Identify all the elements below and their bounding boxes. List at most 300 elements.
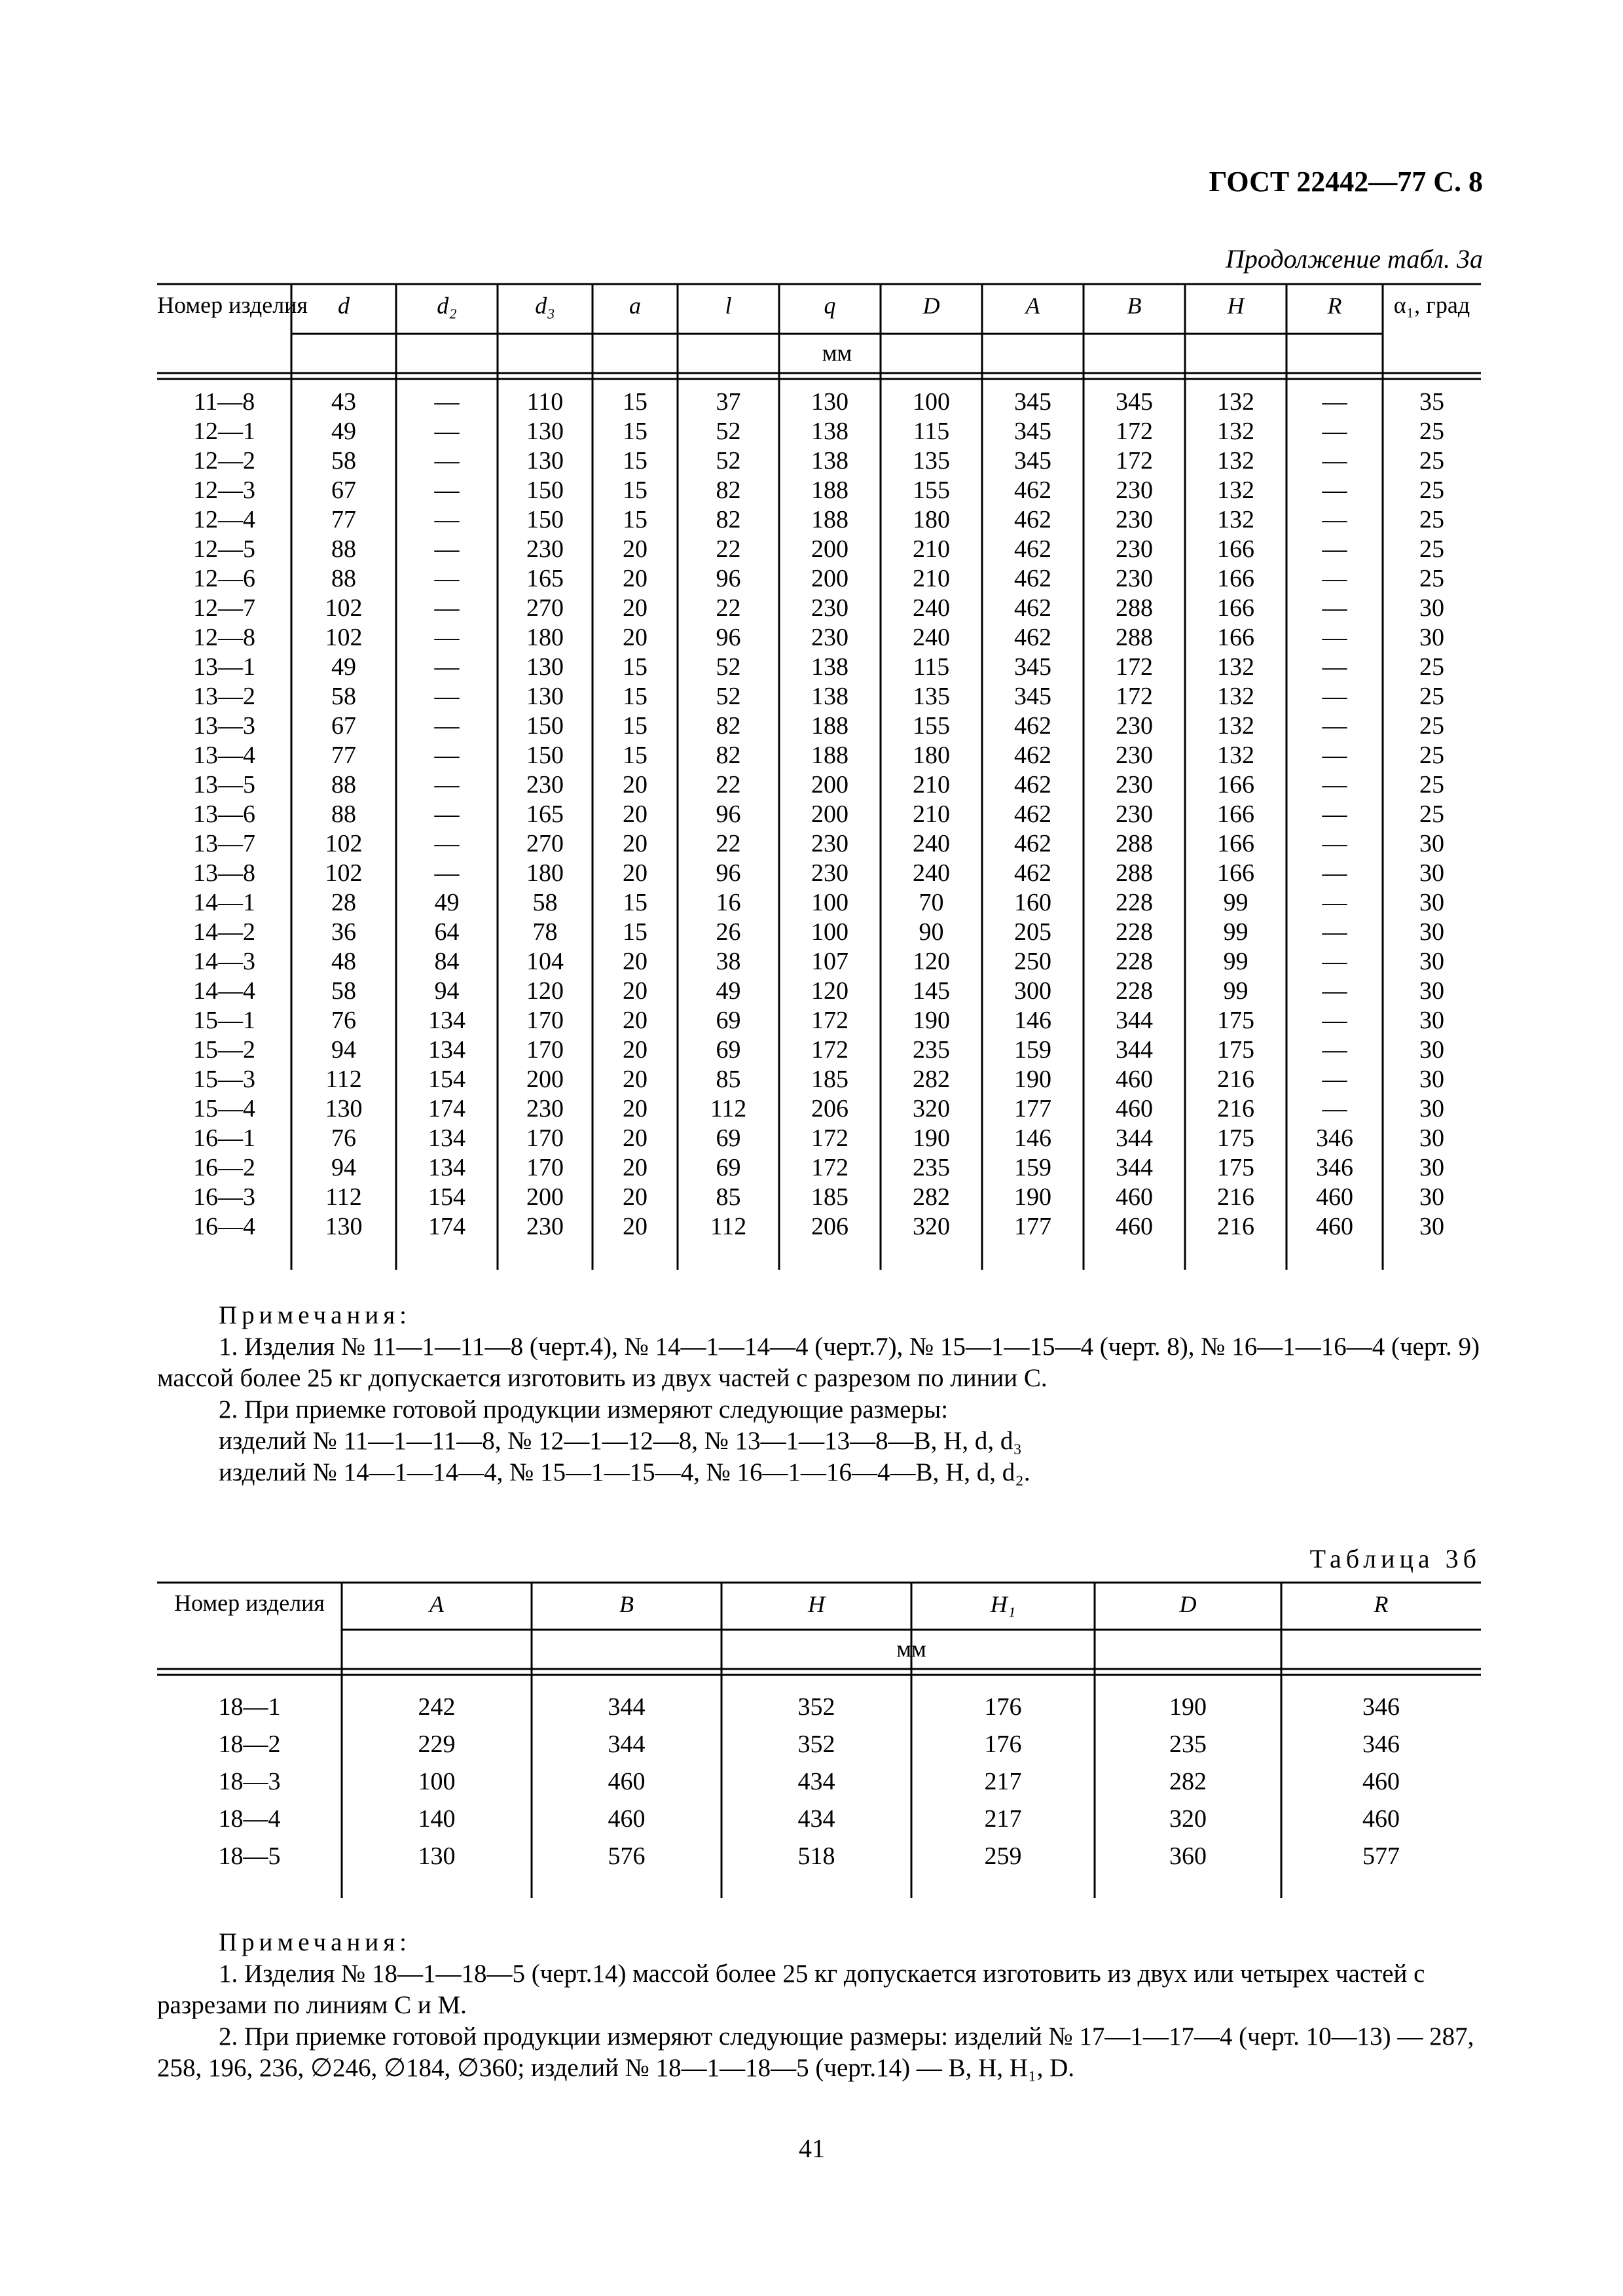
- table-cell: 230: [526, 771, 564, 798]
- table-cell: 13—4: [193, 742, 255, 769]
- table-cell: 180: [913, 506, 950, 533]
- table-cell: 20: [623, 1183, 647, 1211]
- table-cell: 150: [526, 712, 564, 740]
- table-cell: 30: [1419, 830, 1444, 857]
- col-header-H1: H₁: [990, 1591, 1016, 1617]
- table-cell: —: [434, 830, 460, 857]
- table-row: [157, 741, 1481, 770]
- table-cell: —: [1322, 712, 1347, 740]
- table-cell: 166: [1217, 859, 1254, 887]
- table-cell: 230: [526, 535, 564, 563]
- table-row: [157, 505, 1481, 535]
- table-cell: 434: [797, 1805, 835, 1833]
- table-cell: 344: [1116, 1036, 1153, 1064]
- table-cell: 155: [913, 712, 950, 740]
- table-cell: 110: [526, 388, 564, 416]
- table-cell: 300: [1014, 977, 1051, 1005]
- table-cell: 172: [1116, 418, 1153, 445]
- col-header-item-number: Номер изделия: [174, 1590, 325, 1616]
- table-cell: 352: [797, 1731, 835, 1758]
- table-cell: 320: [913, 1213, 950, 1240]
- table-cell: 132: [1217, 683, 1254, 710]
- table-row: [157, 918, 1481, 947]
- table-cell: 230: [1116, 771, 1153, 798]
- col-header-d: d: [338, 293, 350, 319]
- table-cell: 25: [1419, 742, 1444, 769]
- table-cell: 25: [1419, 653, 1444, 681]
- table-cell: 159: [1014, 1154, 1051, 1181]
- table-cell: 216: [1217, 1213, 1254, 1240]
- table-row: [157, 1006, 1481, 1035]
- table-cell: 20: [623, 800, 647, 828]
- table-cell: 230: [811, 859, 848, 887]
- table-cell: 206: [811, 1095, 848, 1122]
- table-row: [157, 564, 1481, 594]
- table-cell: 462: [1014, 594, 1051, 622]
- table-cell: 460: [1116, 1066, 1153, 1093]
- table-cell: 172: [1116, 653, 1153, 681]
- table-cell: 210: [913, 771, 950, 798]
- table-cell: 15: [623, 418, 647, 445]
- table-cell: 85: [716, 1066, 741, 1093]
- table-cell: —: [434, 742, 460, 769]
- table-cell: 20: [623, 1095, 647, 1122]
- table-row: [157, 1124, 1481, 1153]
- table-cell: 270: [526, 594, 564, 622]
- table-cell: 146: [1014, 1124, 1051, 1152]
- table-cell: 344: [1116, 1007, 1153, 1034]
- table-cell: 146: [1014, 1007, 1051, 1034]
- table-cell: 190: [913, 1124, 950, 1152]
- table-cell: 100: [811, 889, 848, 916]
- table-cell: 52: [716, 447, 741, 475]
- table-cell: 15: [623, 653, 647, 681]
- table-cell: —: [434, 683, 460, 710]
- table-cell: —: [434, 800, 460, 828]
- table-cell: —: [1322, 565, 1347, 592]
- table-cell: 78: [532, 918, 558, 946]
- table-cell: —: [1322, 1066, 1347, 1093]
- col-header-D: D: [1179, 1591, 1197, 1617]
- table-cell: 230: [1116, 712, 1153, 740]
- table-cell: 460: [1316, 1183, 1353, 1211]
- table-cell: 434: [797, 1768, 835, 1795]
- table-cell: 25: [1419, 506, 1444, 533]
- table-cell: 205: [1014, 918, 1051, 946]
- table-cell: 460: [1362, 1768, 1400, 1795]
- table-cell: 228: [1116, 918, 1153, 946]
- col-header-A: A: [429, 1591, 444, 1617]
- table-cell: 30: [1419, 1007, 1444, 1034]
- table-cell: 177: [1014, 1095, 1051, 1122]
- table-cell: 43: [331, 388, 356, 416]
- table-cell: 200: [811, 771, 848, 798]
- table-row: [157, 535, 1481, 564]
- table-cell: —: [434, 418, 460, 445]
- table-cell: 259: [984, 1842, 1022, 1870]
- table-row: [157, 1801, 1481, 1838]
- table-cell: 12—7: [193, 594, 255, 622]
- table-cell: —: [1322, 506, 1347, 533]
- table-row: [157, 859, 1481, 888]
- table-cell: 30: [1419, 1213, 1444, 1240]
- table-cell: 150: [526, 506, 564, 533]
- table-cell: 30: [1419, 1124, 1444, 1152]
- table-cell: 49: [331, 653, 356, 681]
- table-cell: 346: [1316, 1124, 1353, 1152]
- table-cell: 134: [428, 1154, 465, 1181]
- col-header-a: a: [629, 293, 641, 319]
- table-cell: 344: [1116, 1124, 1153, 1152]
- table-row: [157, 623, 1481, 653]
- table-cell: 217: [984, 1768, 1022, 1795]
- table-cell: 99: [1223, 889, 1249, 916]
- table-cell: 15: [623, 918, 647, 946]
- table-cell: 134: [428, 1124, 465, 1152]
- table-cell: 210: [913, 535, 950, 563]
- table-cell: 115: [913, 653, 950, 681]
- table-cell: 230: [811, 830, 848, 857]
- table-cell: 102: [325, 594, 363, 622]
- table-cell: 20: [623, 1213, 647, 1240]
- table-cell: 52: [716, 653, 741, 681]
- table-cell: 462: [1014, 506, 1051, 533]
- table-cell: 240: [913, 624, 950, 651]
- table-cell: 210: [913, 800, 950, 828]
- table-3b-label: Таблица 3б: [1309, 1544, 1481, 1573]
- note-2: 2. При приемке готовой продукции измеряют следующие размеры:: [219, 1395, 949, 1424]
- col-header-d3: d₃: [535, 293, 555, 319]
- table-cell: 230: [1116, 565, 1153, 592]
- table-cell: 25: [1419, 712, 1444, 740]
- table-cell: 130: [811, 388, 848, 416]
- page-number: 41: [799, 2134, 825, 2163]
- table-cell: 12—2: [193, 447, 255, 475]
- table-cell: 52: [716, 418, 741, 445]
- table-cell: —: [434, 594, 460, 622]
- table-cell: 13—1: [193, 653, 255, 681]
- table-cell: 16—1: [193, 1124, 255, 1152]
- table-cell: 577: [1362, 1842, 1400, 1870]
- table-cell: 15: [623, 712, 647, 740]
- table-cell: —: [1322, 1036, 1347, 1064]
- table-cell: 282: [913, 1066, 950, 1093]
- table-cell: 174: [428, 1213, 465, 1240]
- table-cell: 30: [1419, 594, 1444, 622]
- table-cell: 230: [811, 594, 848, 622]
- table-cell: 460: [608, 1768, 646, 1795]
- table-cell: 15—1: [193, 1007, 255, 1034]
- table-cell: 288: [1116, 859, 1153, 887]
- table-cell: 18—3: [218, 1768, 281, 1795]
- table-cell: 58: [331, 683, 356, 710]
- table-cell: 132: [1217, 742, 1254, 769]
- table-cell: 172: [811, 1007, 848, 1034]
- table-cell: 20: [623, 594, 647, 622]
- table-cell: 94: [331, 1036, 356, 1064]
- table-cell: 200: [526, 1183, 564, 1211]
- table-cell: 69: [716, 1124, 741, 1152]
- table-cell: 240: [913, 859, 950, 887]
- table-cell: 15: [623, 388, 647, 416]
- table-cell: 230: [526, 1213, 564, 1240]
- table-cell: 22: [716, 594, 741, 622]
- table-cell: 64: [434, 918, 460, 946]
- table-cell: 94: [434, 977, 460, 1005]
- col-header-H: H: [1227, 293, 1245, 319]
- table-cell: 145: [913, 977, 950, 1005]
- table-cell: —: [434, 565, 460, 592]
- table-cell: 99: [1223, 977, 1249, 1005]
- table-cell: 166: [1217, 800, 1254, 828]
- table-cell: 25: [1419, 565, 1444, 592]
- table-row: [157, 977, 1481, 1006]
- table-cell: 11—8: [193, 388, 255, 416]
- table-cell: 22: [716, 535, 741, 563]
- table-cell: 107: [811, 948, 848, 975]
- table-cell: 138: [811, 418, 848, 445]
- table-cell: 228: [1116, 977, 1153, 1005]
- table-cell: 15: [623, 447, 647, 475]
- table-row: [157, 1183, 1481, 1212]
- table-cell: 216: [1217, 1095, 1254, 1122]
- table-cell: 20: [623, 977, 647, 1005]
- table-cell: 160: [1014, 889, 1051, 916]
- table-cell: 200: [811, 565, 848, 592]
- table-row: [157, 1153, 1481, 1183]
- table-cell: —: [1322, 771, 1347, 798]
- table-cell: 100: [418, 1768, 456, 1795]
- table-cell: 154: [428, 1066, 465, 1093]
- table-cell: 130: [526, 447, 564, 475]
- table-cell: 100: [913, 388, 950, 416]
- table-cell: 20: [623, 1154, 647, 1181]
- table-cell: 176: [984, 1731, 1022, 1758]
- table-cell: 15: [623, 506, 647, 533]
- table-cell: 175: [1217, 1154, 1254, 1181]
- table-cell: 12—1: [193, 418, 255, 445]
- table-cell: 22: [716, 771, 741, 798]
- col-header-D: D: [922, 293, 940, 319]
- table-cell: 102: [325, 859, 363, 887]
- table-cell: —: [1322, 742, 1347, 769]
- table-cell: 172: [811, 1124, 848, 1152]
- table-cell: 14—3: [193, 948, 255, 975]
- table-cell: —: [434, 712, 460, 740]
- table-cell: 130: [526, 683, 564, 710]
- table-cell: 26: [716, 918, 741, 946]
- table-cell: 36: [331, 918, 356, 946]
- col-header-l: l: [725, 293, 732, 319]
- table-cell: 240: [913, 594, 950, 622]
- table-cell: 132: [1217, 388, 1254, 416]
- table-row: [157, 888, 1481, 918]
- table-cell: 58: [532, 889, 558, 916]
- table-cell: 462: [1014, 830, 1051, 857]
- table-cell: 58: [331, 447, 356, 475]
- table-cell: 84: [434, 948, 460, 975]
- table-cell: —: [434, 388, 460, 416]
- table-cell: 166: [1217, 535, 1254, 563]
- table-cell: 37: [716, 388, 741, 416]
- table-cell: 172: [811, 1036, 848, 1064]
- table-row: [157, 417, 1481, 446]
- table-cell: 30: [1419, 1036, 1444, 1064]
- table-cell: 576: [608, 1842, 646, 1870]
- table-cell: 242: [418, 1693, 456, 1721]
- table-cell: 188: [811, 742, 848, 769]
- table-cell: 49: [716, 977, 741, 1005]
- table-cell: 210: [913, 565, 950, 592]
- col-header-item-number: Номер изделия: [157, 292, 308, 318]
- table-cell: 200: [811, 535, 848, 563]
- unit-label: мм: [822, 340, 852, 366]
- table-cell: —: [1322, 683, 1347, 710]
- table-cell: 180: [526, 859, 564, 887]
- table-cell: 200: [811, 800, 848, 828]
- table-cell: 15: [623, 889, 647, 916]
- table-cell: 96: [716, 859, 741, 887]
- table-cell: 460: [1316, 1213, 1353, 1240]
- table-cell: 172: [1116, 683, 1153, 710]
- table-3b: [157, 1689, 1481, 1875]
- table-row: [157, 653, 1481, 682]
- table-cell: 345: [1116, 388, 1153, 416]
- table-cell: 138: [811, 447, 848, 475]
- table-cell: 13—6: [193, 800, 255, 828]
- table-cell: 155: [913, 476, 950, 504]
- table-cell: 345: [1014, 388, 1051, 416]
- table-cell: 216: [1217, 1066, 1254, 1093]
- table-cell: —: [434, 476, 460, 504]
- col-header-q: q: [824, 293, 836, 319]
- table-cell: 18—2: [218, 1731, 281, 1758]
- table-cell: 518: [797, 1842, 835, 1870]
- table-cell: 30: [1419, 948, 1444, 975]
- table-cell: 130: [526, 653, 564, 681]
- table-cell: 30: [1419, 977, 1444, 1005]
- table-cell: 132: [1217, 653, 1254, 681]
- table-row: [157, 1065, 1481, 1094]
- table-cell: 30: [1419, 624, 1444, 651]
- table-cell: 229: [418, 1731, 456, 1758]
- table-cell: 25: [1419, 771, 1444, 798]
- col-header-H: H: [808, 1591, 825, 1617]
- table-cell: 13—2: [193, 683, 255, 710]
- table-cell: 132: [1217, 506, 1254, 533]
- col-header-B: B: [1127, 293, 1142, 319]
- table-cell: 25: [1419, 683, 1444, 710]
- table-cell: 130: [325, 1213, 363, 1240]
- document-header: ГОСТ 22442—77 С. 8: [1209, 166, 1483, 198]
- table-cell: 165: [526, 800, 564, 828]
- table-row: [157, 1838, 1481, 1875]
- table-cell: 13—5: [193, 771, 255, 798]
- table-cell: 185: [811, 1183, 848, 1211]
- table-cell: 460: [1116, 1183, 1153, 1211]
- table-cell: 82: [716, 742, 741, 769]
- note-2-line-2: изделий № 14—1—14—4, № 15—1—15—4, № 16—1—16—4—B, H, d, d₂.: [219, 1458, 1030, 1486]
- table-cell: 228: [1116, 948, 1153, 975]
- table-cell: 120: [526, 977, 564, 1005]
- table-cell: 88: [331, 771, 356, 798]
- table-cell: 235: [913, 1036, 950, 1064]
- table-cell: —: [434, 653, 460, 681]
- table-row: [157, 800, 1481, 829]
- table-cell: 120: [811, 977, 848, 1005]
- table-cell: 462: [1014, 771, 1051, 798]
- table-cell: 102: [325, 830, 363, 857]
- table-cell: 170: [526, 1124, 564, 1152]
- table-cell: 230: [1116, 800, 1153, 828]
- table-cell: 130: [325, 1095, 363, 1122]
- table-cell: 345: [1014, 418, 1051, 445]
- table-cell: 140: [418, 1805, 456, 1833]
- table-cell: —: [1322, 388, 1347, 416]
- table-cell: 20: [623, 859, 647, 887]
- table-cell: 190: [1169, 1693, 1207, 1721]
- table-cell: 180: [526, 624, 564, 651]
- table-cell: 217: [984, 1805, 1022, 1833]
- table-cell: 462: [1014, 800, 1051, 828]
- table-cell: 20: [623, 1124, 647, 1152]
- table-cell: 20: [623, 624, 647, 651]
- table-cell: 346: [1362, 1731, 1400, 1758]
- table-cell: —: [1322, 535, 1347, 563]
- table-cell: —: [1322, 624, 1347, 651]
- table-cell: 346: [1316, 1154, 1353, 1181]
- table-cell: 166: [1217, 830, 1254, 857]
- table-cell: 18—1: [218, 1693, 281, 1721]
- table-cell: 25: [1419, 418, 1444, 445]
- table-cell: 250: [1014, 948, 1051, 975]
- table-cell: 132: [1217, 476, 1254, 504]
- table-cell: 70: [919, 889, 944, 916]
- table-3a: [157, 387, 1481, 1242]
- table-cell: 12—3: [193, 476, 255, 504]
- table-cell: 175: [1217, 1124, 1254, 1152]
- table-cell: 58: [331, 977, 356, 1005]
- table-cell: 35: [1419, 388, 1444, 416]
- table-cell: —: [1322, 653, 1347, 681]
- table-cell: 166: [1217, 624, 1254, 651]
- table-cell: 344: [1116, 1154, 1153, 1181]
- table-cell: 228: [1116, 889, 1153, 916]
- table-cell: 13—7: [193, 830, 255, 857]
- table-row: [157, 770, 1481, 800]
- table-cell: 344: [608, 1731, 646, 1758]
- table-cell: 235: [1169, 1731, 1207, 1758]
- table-row: [157, 594, 1481, 623]
- table-cell: —: [434, 506, 460, 533]
- table-cell: 112: [325, 1183, 362, 1211]
- table-cell: —: [1322, 1007, 1347, 1034]
- table-cell: 16—3: [193, 1183, 255, 1211]
- table-cell: 132: [1217, 447, 1254, 475]
- table-cell: 282: [913, 1183, 950, 1211]
- table-cell: 14—4: [193, 977, 255, 1005]
- table-cell: 14—2: [193, 918, 255, 946]
- table-cell: 96: [716, 624, 741, 651]
- table-cell: 13—3: [193, 712, 255, 740]
- table-cell: 132: [1217, 418, 1254, 445]
- table-cell: 30: [1419, 859, 1444, 887]
- table-cell: 94: [331, 1154, 356, 1181]
- table-cell: 25: [1419, 535, 1444, 563]
- table-cell: 172: [1116, 447, 1153, 475]
- table-cell: 282: [1169, 1768, 1207, 1795]
- table-cell: 132: [1217, 712, 1254, 740]
